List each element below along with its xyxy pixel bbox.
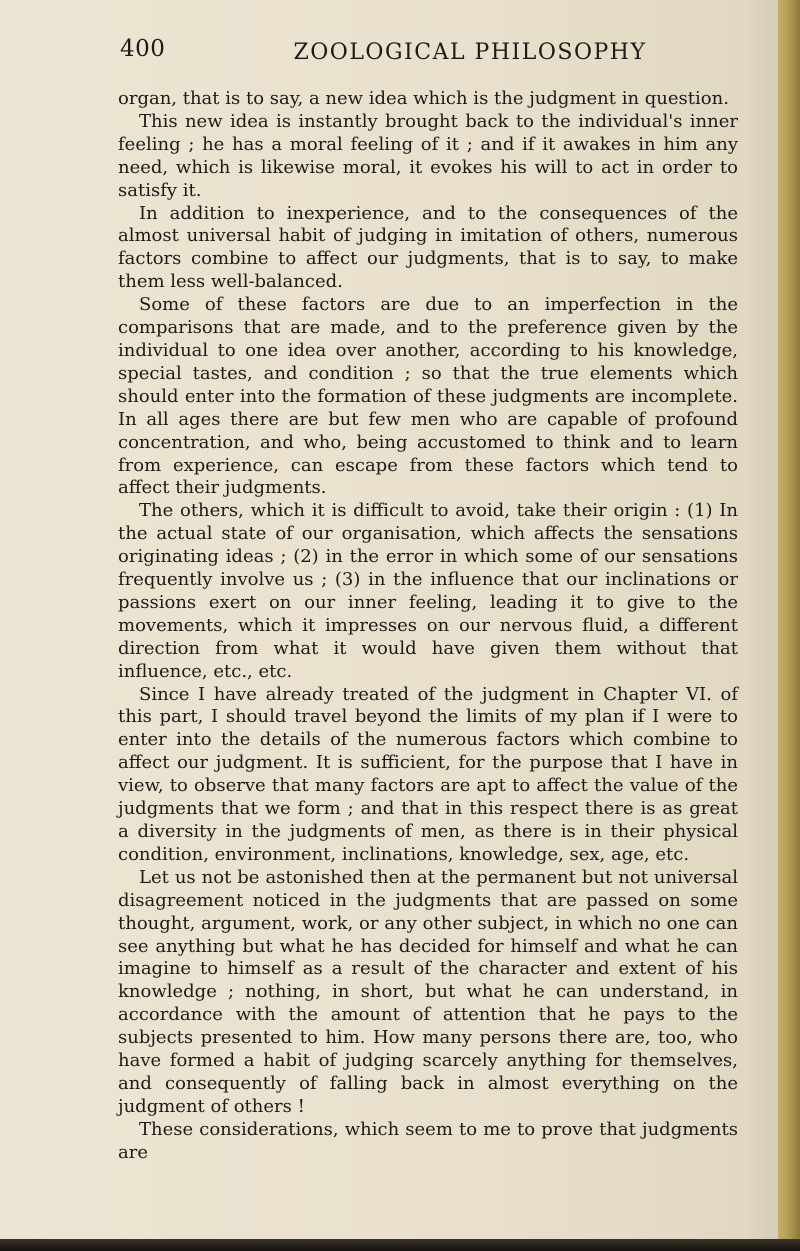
book-spine-edge: [778, 0, 800, 1251]
paragraph-5: The others, which it is difficult to avoid, take their origin : (1) In the actual state of our organisation, which affects the sensations originating ideas ; (2) in the error in which some of our sensations frequently involve us ; (3) in the influence that our inclinations or passions exert on our inner feeling, leading it to give to the movements, which it impresses on our nervous fluid, a different direction from what it would have given them without that influence, etc., etc.: [118, 500, 738, 682]
page-number: 400: [120, 36, 166, 62]
running-title: ZOOLOGICAL PHILOSOPHY: [293, 40, 647, 65]
paragraph-6: Since I have already treated of the judgment in Chapter VI. of this part, I should travel beyond the limits of my plan if I were to enter into the details of the numerous factors which combine to affect our judgment. It is sufficient, for the purpose that I have in view, to observe that many factors are apt to affect the value of the judgments that we form ; and that in this respect there is as great a diversity in the judgments of men, as there is in their physical condition, environment, inclinations, knowledge, sex, age, etc.: [118, 683, 738, 865]
paragraph-4: Some of these factors are due to an imperfection in the comparisons that are made, and to the preference given by the individual to one idea over another, according to his knowledge, special tastes, and condition ; so that the true elements which should enter into the formation of these judgments are incomplete. In all ages there are but few men who are capable of profound concentration, and who, being accustomed to think and to learn from experience, can escape from these factors which tend to affect their judgments.: [118, 294, 738, 499]
paragraph-3: In addition to inexperience, and to the consequences of the almost universal habit of judging in imitation of others, numerous factors combine to affect our judgments, that is to say, to make them less well-balanced.: [118, 202, 738, 293]
page-header: [120, 36, 760, 76]
paragraph-1: organ, that is to say, a new idea which is the judgment in question.: [118, 88, 729, 109]
paragraph-7: Let us not be astonished then at the permanent but not universal disagreement noticed in the judgments that are passed on some thought, argument, work, or any other subject, in which no one can see anything but what he has decided for himself and what he can imagine to himself as a result of the character and extent of his knowledge ; nothing, in short, but what he can understand, in accordance with the amount of attention that he pays to the subjects presented to him. How many persons there are, too, who have formed a habit of judging scarcely anything for themselves, and consequently of falling back in almost everything on the judgment of others !: [118, 866, 738, 1117]
page-bottom-edge: [0, 1239, 800, 1251]
paragraph-2: This new idea is instantly brought back to the individual's inner feeling ; he has a moral feeling of it ; and if it awakes in him any need, which is likewise moral, it evokes his will to act in order to satisfy it.: [118, 110, 738, 201]
body-text: [118, 88, 738, 1165]
paragraph-8: These considerations, which seem to me to prove that judgments are: [118, 1118, 738, 1163]
